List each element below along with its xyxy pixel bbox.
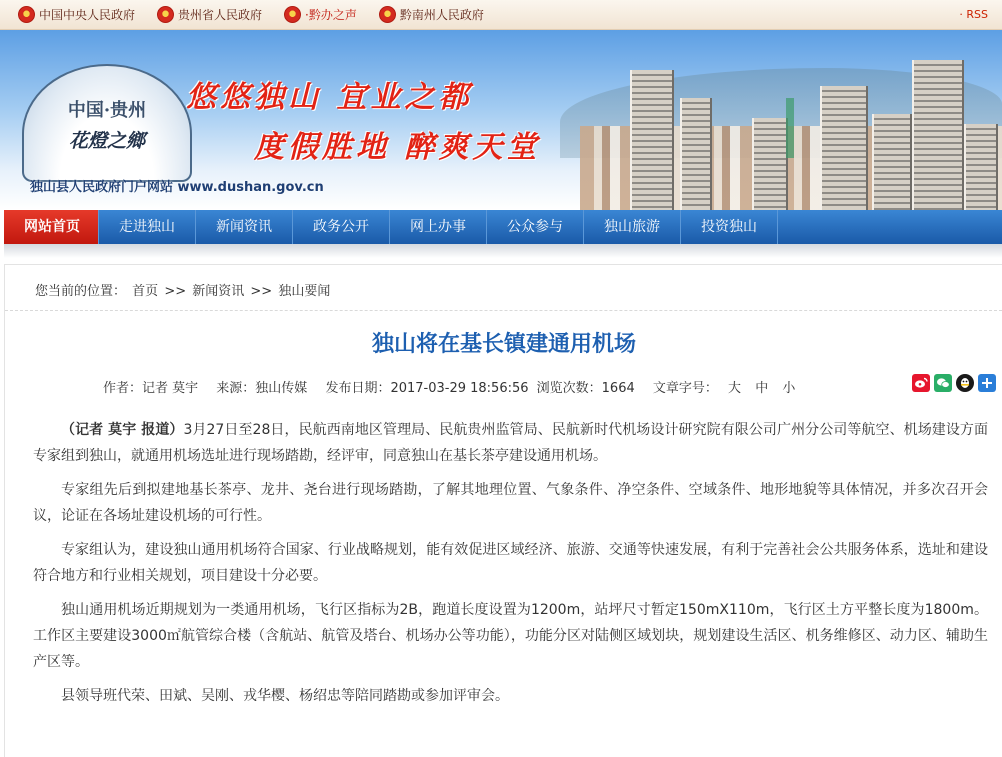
banner-building — [912, 60, 964, 210]
breadcrumb-separator: >> — [250, 284, 273, 299]
article-title: 独山将在基长镇建通用机场 — [371, 332, 636, 357]
nav-item-online-services[interactable]: 网上办事 — [390, 210, 487, 244]
nav-item-about[interactable]: 走进独山 — [99, 210, 196, 244]
national-emblem-icon — [284, 6, 301, 23]
qq-share-icon[interactable] — [956, 374, 974, 392]
breadcrumb — [35, 280, 332, 299]
font-size-label: 文章字号： — [652, 381, 718, 396]
toplink-central-gov[interactable] — [18, 6, 135, 23]
nav-item-government[interactable]: 政务公开 — [293, 210, 390, 244]
banner-building — [872, 114, 912, 210]
banner-building — [630, 70, 674, 210]
national-emblem-icon — [18, 6, 35, 23]
nav-item-news[interactable]: 新闻资讯 — [196, 210, 293, 244]
article-source: 来源：独山传媒 — [216, 381, 308, 396]
banner-building — [680, 98, 712, 210]
breadcrumb-divider — [5, 310, 1002, 311]
toplink-guizhou-gov[interactable] — [157, 6, 262, 23]
portal-name: 独山县人民政府门户网站 www.dushan.gov.cn — [30, 180, 324, 195]
top-links-bar — [0, 0, 1002, 30]
breadcrumb-current[interactable]: 独山要闻 — [278, 284, 331, 299]
main-nav — [4, 210, 1002, 244]
breadcrumb-prefix: 您当前的位置： — [35, 284, 127, 299]
nav-item-investment[interactable]: 投资独山 — [681, 210, 778, 244]
breadcrumb-separator: >> — [164, 284, 187, 299]
weibo-share-icon[interactable] — [912, 374, 930, 392]
nav-shadow — [4, 244, 1002, 258]
article-paragraph: 县领导班代荣、田斌、吴刚、戎华樱、杨绍忠等陪同踏勘或参加评审会。 — [61, 688, 509, 704]
font-size-medium-button[interactable]: 中 — [755, 381, 769, 396]
toplink-label: 贵州省人民政府 — [178, 8, 263, 22]
article-date: 发布日期：2017-03-29 18:56:56 — [325, 381, 529, 396]
banner-slogan-1: 悠悠独山 宜业之都 — [186, 80, 473, 115]
article-paragraph: 专家组先后到拟建地基长茶亭、龙井、尧台进行现场踏勘，了解其地理位置、气象条件、净空条件、空域条件、地形地貌等具体情况，并多次召开会议，论证在各场址建设机场的可行性。 — [33, 482, 988, 524]
font-size-large-button[interactable]: 大 — [728, 381, 742, 396]
wechat-share-icon[interactable] — [934, 374, 952, 392]
breadcrumb-section[interactable]: 新闻资讯 — [192, 284, 245, 299]
article-paragraph: 专家组认为，建设独山通用机场符合国家、行业战略规划，能有效促进区域经济、旅游、交通等快速发展，有利于完善社会公共服务体系，选址和建设符合地方和行业相关规划，项目建设十分必要。 — [33, 542, 988, 584]
toplink-qianban[interactable] — [284, 6, 357, 23]
banner-slogan-2: 度假胜地 醉爽天堂 — [254, 130, 541, 165]
article-body — [33, 417, 988, 717]
banner-building — [964, 124, 998, 210]
nav-item-home[interactable]: 网站首页 — [4, 210, 99, 244]
article-lead: （记者 莫宇 报道） — [61, 422, 184, 438]
more-share-plus-icon[interactable] — [978, 374, 996, 392]
banner-crane — [760, 98, 820, 158]
article-views: 浏览次数：1664 — [536, 381, 635, 396]
national-emblem-icon — [379, 6, 396, 23]
national-emblem-icon — [157, 6, 174, 23]
nav-item-public-participation[interactable]: 公众参与 — [487, 210, 584, 244]
site-logo-fan[interactable] — [22, 64, 192, 182]
toplink-qiannan-gov[interactable] — [379, 6, 484, 23]
article-author: 作者：记者 莫宇 — [103, 381, 199, 396]
logo-line-motto: 花燈之鄉 — [68, 130, 145, 152]
share-toolbar — [908, 374, 996, 392]
rss-link[interactable]: · RSS — [959, 8, 988, 21]
toplink-label: 黔南州人民政府 — [399, 8, 484, 22]
font-size-small-button[interactable]: 小 — [782, 381, 796, 396]
article-paragraph — [33, 417, 988, 469]
article-meta — [103, 377, 805, 396]
nav-item-tourism[interactable]: 独山旅游 — [584, 210, 681, 244]
article-paragraph-text: 3月27日至28日，民航西南地区管理局、民航贵州监管局、民航新时代机场设计研究院有限公司广州分公司等航空、机场建设方面专家组到独山，就通用机场选址进行现场踏勘，经评审，同意独山在基长茶亭建设通用机场。 — [33, 422, 988, 464]
logo-line-region: 中国·贵州 — [67, 100, 147, 121]
toplink-label: 中国中央人民政府 — [39, 8, 136, 22]
breadcrumb-home[interactable]: 首页 — [132, 284, 159, 299]
toplink-label: ·黔办之声 — [305, 8, 357, 22]
article-content-panel — [4, 264, 1002, 757]
site-banner — [0, 30, 1002, 210]
banner-building — [820, 86, 868, 210]
article-paragraph: 独山通用机场近期规划为一类通用机场，飞行区指标为2B，跑道长度设置为1200m，站坪尺寸暂定150mX110m，飞行区土方平整长度为1800m。工作区主要建设3000㎡航管综合楼（含航站、航管及塔台、机场办公等功能），功能分区对陆侧区域划块，规划建设生活区、机务维修区、动力区、辅助生产区等。 — [33, 602, 988, 670]
